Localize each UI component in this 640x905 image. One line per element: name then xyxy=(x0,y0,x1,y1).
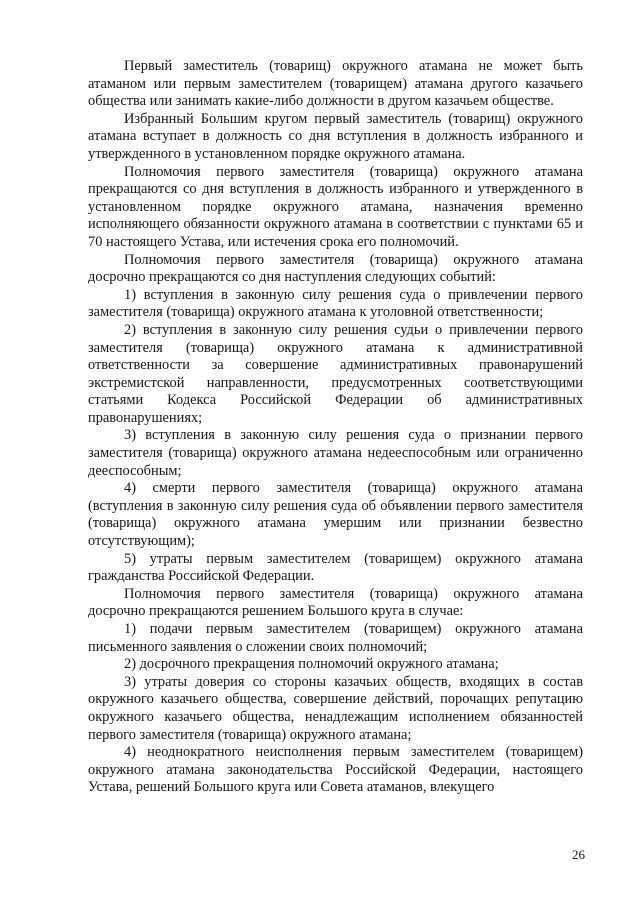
list-item: 2) досрочного прекращения полномочий окружного атамана; xyxy=(124,656,499,673)
list-item: 2) вступления в законную силу решения судьи о привлечении первого заместителя (товарища) окружного атамана к административной ответственности за совершение административных правонарушений экстремистской направленности, предусмотренных соответствующими статьями Кодекса Российской Федерации об административных правонарушениях; xyxy=(88,321,583,426)
list-item: 1) подачи первым заместителем (товарищем) окружного атамана письменного заявления о сложении своих полномочий; xyxy=(88,621,583,655)
paragraph: Полномочия первого заместителя (товарища) окружного атамана досрочно прекращаются со дня наступления следующих событий: xyxy=(88,251,583,286)
document-body xyxy=(88,58,583,797)
page-number: 26 xyxy=(572,847,585,862)
paragraph: Первый заместитель (товарищ) окружного атамана не может быть атаманом или первым заместителем (товарищем) атамана другого казачьего общества или занимать какие-либо должности в другом казачьем обществе. xyxy=(88,58,583,110)
list-item: 3) утраты доверия со стороны казачьих обществ, входящих в состав окружного казачьего общества, совершение действий, порочащих репутацию окружного казачьего общества, ненадлежащим исполнением обязанностей первого заместителя (товарища) окружного атамана; xyxy=(88,673,583,743)
list-item: 4) неоднократного неисполнения первым заместителем (товарищем) окружного атамана законодательства Российской Федерации, настоящего Устава, решений Большого круга или Совета атаманов, влекущего xyxy=(88,744,583,796)
paragraph: Полномочия первого заместителя (товарища) окружного атамана прекращаются со дня вступления в должность избранного и утвержденного в установленном порядке окружного атамана, назначения временно исполняющего обязанности окружного атамана в соответствии с пунктами 65 и 70 настоящего Устава, или истечения срока его полномочий. xyxy=(88,163,583,250)
paragraph: Избранный Большим кругом первый заместитель (товарищ) окружного атамана вступает в должность со дня вступления в должность избранного и утвержденного в установленном порядке окружного атамана. xyxy=(88,110,583,162)
list-item: 3) вступления в законную силу решения суда о признании первого заместителя (товарища) окружного атамана недееспособным или ограниченно дееспособным; xyxy=(88,427,583,479)
list-item: 5) утраты первым заместителем (товарищем) окружного атамана гражданства Российской Федерации. xyxy=(88,550,583,585)
list-item: 4) смерти первого заместителя (товарища) окружного атамана (вступления в законную силу решения суда об объявлении первого заместителя (товарища) окружного атамана умершим или признании безвестно отсутствующим); xyxy=(88,480,583,550)
paragraph: Полномочия первого заместителя (товарища) окружного атамана досрочно прекращаются решением Большого круга в случае: xyxy=(88,585,583,620)
list-item: 1) вступления в законную силу решения суда о привлечении первого заместителя (товарища) окружного атамана к уголовной ответственности; xyxy=(88,286,583,321)
